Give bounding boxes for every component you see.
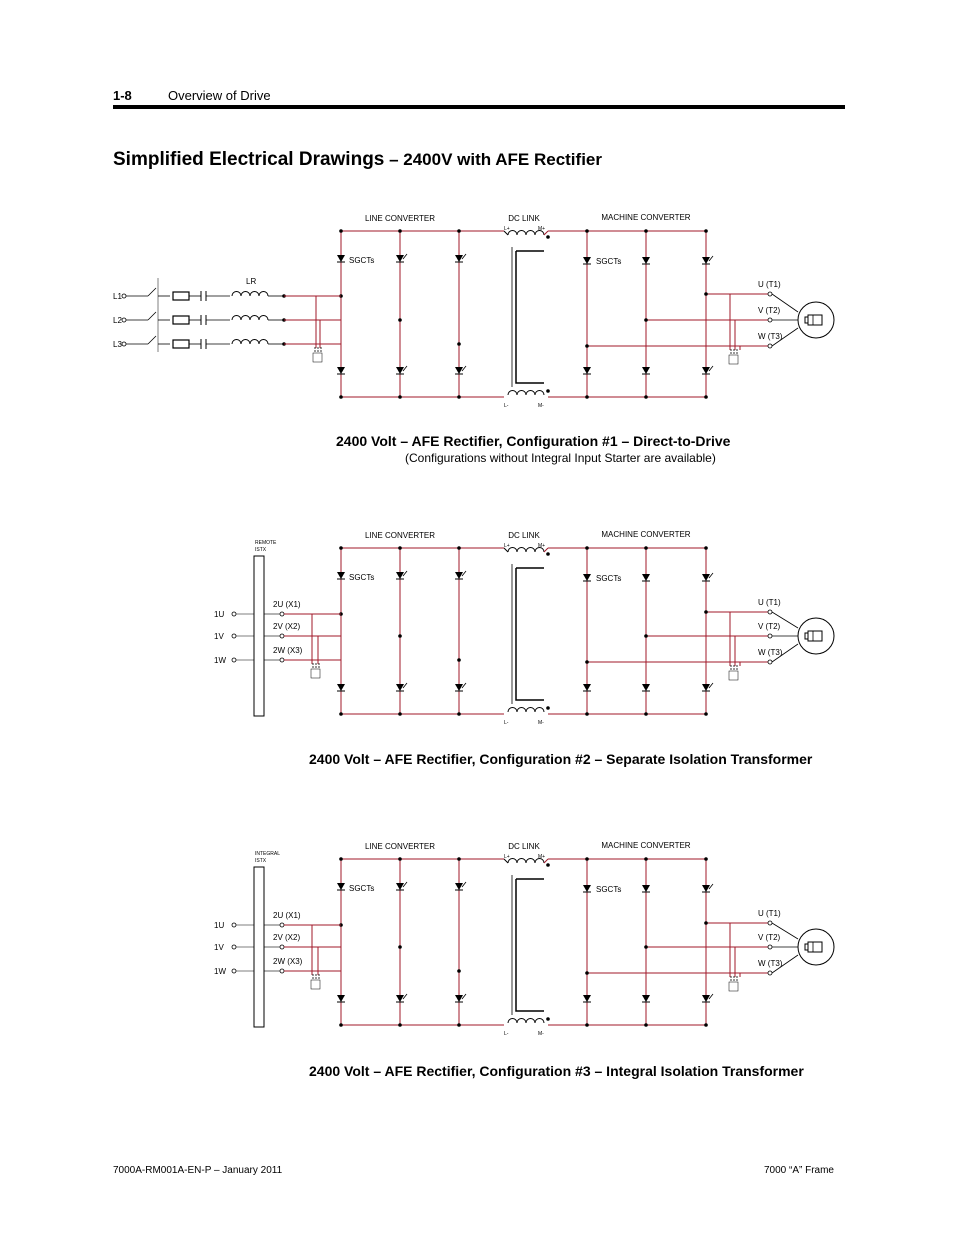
input-label-1w: 1W: [214, 967, 226, 976]
junction-dot: [704, 229, 708, 233]
sgct-symbol: [583, 574, 591, 581]
junction-dot: [398, 945, 402, 949]
sgct-symbol: [337, 572, 345, 579]
note-config-1: (Configurations without Integral Input Starter are available): [405, 451, 716, 465]
sgct-symbol: [583, 367, 591, 374]
terminal: [768, 971, 772, 975]
terminal: [232, 612, 236, 616]
istx-label: INTEGRAL: [255, 851, 281, 857]
wire: [709, 256, 713, 261]
wire: [403, 254, 407, 259]
junction-dot: [339, 395, 343, 399]
dc-lminus: L-: [504, 403, 509, 409]
terminal: [768, 945, 772, 949]
sgct-symbol: [702, 995, 710, 1002]
cap-bank: [729, 982, 738, 991]
junction-dot: [585, 971, 589, 975]
wire: [462, 254, 466, 259]
dc-mplus: M+: [538, 543, 546, 549]
junction-dot: [457, 229, 461, 233]
junction-dot: [398, 634, 402, 638]
wire: [709, 573, 713, 578]
sgct-symbol: [583, 995, 591, 1002]
sgct-label-machine: SGCTs: [596, 574, 622, 583]
page-title-sub: – 2400V with AFE Rectifier: [384, 150, 602, 169]
sgct-symbol: [702, 574, 710, 581]
junction-dot: [704, 395, 708, 399]
junction-dot: [644, 546, 648, 550]
inductor: [508, 1019, 544, 1024]
wire: [148, 312, 156, 320]
footer-product: 7000 “A” Frame: [763, 1165, 834, 1176]
terminal: [768, 660, 772, 664]
junction-dot: [585, 1023, 589, 1027]
input-label-1v: 1V: [214, 632, 224, 641]
sgct-symbol: [642, 574, 650, 581]
sgct-symbol: [455, 572, 463, 579]
section-title: Overview of Drive: [168, 88, 271, 103]
diagram-config-3: [0, 831, 954, 1041]
input-label-1w: 1W: [214, 656, 226, 665]
sgct-symbol: [702, 885, 710, 892]
terminal: [232, 634, 236, 638]
inductor: [232, 316, 268, 321]
istx-label: ISTX: [255, 547, 267, 553]
input-label-1u: 1U: [214, 921, 225, 930]
dc-mplus: M+: [538, 226, 546, 232]
sgct-symbol: [583, 257, 591, 264]
junction-dot: [585, 395, 589, 399]
terminal: [232, 945, 236, 949]
terminal: [280, 612, 284, 616]
cap-bank: [313, 353, 322, 362]
sgct-symbol: [337, 883, 345, 890]
dc-mminus: M-: [538, 720, 544, 726]
wire: [462, 683, 466, 688]
junction-dot: [644, 634, 648, 638]
junction-dot: [585, 712, 589, 716]
junction-dot: [644, 857, 648, 861]
junction-dot: [457, 712, 461, 716]
cap-bank: [729, 355, 738, 364]
dc-link-label: DC LINK: [508, 214, 540, 223]
wire: [403, 366, 407, 371]
line-converter-label: LINE CONVERTER: [364, 531, 436, 540]
sgct-label-line: SGCTs: [349, 256, 375, 265]
motor-icon: [798, 618, 834, 654]
junction-dot: [644, 1023, 648, 1027]
output-label-3: W (T3): [758, 332, 783, 341]
terminal: [768, 292, 772, 296]
inductor: [232, 340, 268, 345]
sgct-symbol: [337, 255, 345, 262]
junction-dot: [398, 857, 402, 861]
sgct-symbol: [583, 885, 591, 892]
junction-dot: [704, 546, 708, 550]
output-label-1: U (T1): [758, 280, 781, 289]
terminal: [280, 658, 284, 662]
cap-bank: [311, 980, 320, 989]
input-label-l2: L2: [113, 316, 122, 325]
sgct-symbol: [702, 684, 710, 691]
output-label-3: W (T3): [758, 959, 783, 968]
inductor: [232, 292, 268, 297]
terminal: [768, 318, 772, 322]
dc-mplus: M+: [538, 854, 546, 860]
sgct-symbol: [702, 367, 710, 374]
wire: [403, 994, 407, 999]
junction-dot: [398, 229, 402, 233]
terminal: [232, 923, 236, 927]
junction-dot: [644, 229, 648, 233]
wire: [709, 683, 713, 688]
terminal: [280, 923, 284, 927]
junction-dot: [704, 610, 708, 614]
page-number: 1-8: [113, 88, 132, 103]
machine-converter-label: MACHINE CONVERTER: [601, 841, 691, 850]
junction-dot: [457, 658, 461, 662]
terminal: [122, 294, 126, 298]
dc-lminus: L-: [504, 720, 509, 726]
junction-dot: [704, 1023, 708, 1027]
sgct-symbol: [642, 257, 650, 264]
junction-dot: [644, 712, 648, 716]
junction-dot: [546, 389, 550, 393]
junction-dot: [457, 546, 461, 550]
line-converter-label: LINE CONVERTER: [364, 214, 436, 223]
diagram-config-1: [0, 200, 954, 415]
junction-dot: [457, 395, 461, 399]
istx-label: ISTX: [255, 858, 267, 864]
wire: [462, 994, 466, 999]
sgct-symbol: [642, 885, 650, 892]
sgct-symbol: [455, 367, 463, 374]
dc-link-core: [516, 879, 544, 1011]
secondary-label-2: 2V (X2): [273, 933, 301, 942]
dc-link-label: DC LINK: [508, 531, 540, 540]
output-label-2: V (T2): [758, 622, 781, 631]
sgct-symbol: [642, 367, 650, 374]
junction-dot: [339, 712, 343, 716]
junction-dot: [546, 552, 550, 556]
junction-dot: [398, 1023, 402, 1027]
junction-dot: [339, 229, 343, 233]
sgct-symbol: [455, 684, 463, 691]
wire: [403, 882, 407, 887]
sgct-label-line: SGCTs: [349, 884, 375, 893]
junction-dot: [585, 546, 589, 550]
dc-lplus: L+: [504, 226, 510, 232]
terminal: [280, 634, 284, 638]
sgct-symbol: [642, 684, 650, 691]
fuse: [173, 292, 189, 300]
motor-icon: [798, 302, 834, 338]
motor-icon: [798, 929, 834, 965]
isolation-transformer: [254, 556, 264, 716]
wire: [462, 882, 466, 887]
junction-dot: [585, 857, 589, 861]
dc-mminus: M-: [538, 1031, 544, 1037]
sgct-symbol: [396, 883, 404, 890]
junction-dot: [546, 706, 550, 710]
sgct-symbol: [455, 255, 463, 262]
terminal: [768, 344, 772, 348]
cap-bank: [311, 669, 320, 678]
sgct-symbol: [337, 367, 345, 374]
junction-dot: [457, 1023, 461, 1027]
schematic-config-2: [0, 520, 954, 730]
sgct-symbol: [396, 572, 404, 579]
terminal: [768, 634, 772, 638]
junction-dot: [704, 292, 708, 296]
junction-dot: [585, 229, 589, 233]
sgct-label-line: SGCTs: [349, 573, 375, 582]
output-label-1: U (T1): [758, 598, 781, 607]
sgct-symbol: [702, 257, 710, 264]
line-converter-label: LINE CONVERTER: [364, 842, 436, 851]
machine-converter-label: MACHINE CONVERTER: [601, 213, 691, 222]
output-label-1: U (T1): [758, 909, 781, 918]
dc-link-core: [516, 568, 544, 700]
fuse: [173, 340, 189, 348]
sgct-label-machine: SGCTs: [596, 885, 622, 894]
input-label-l3: L3: [113, 340, 122, 349]
sgct-symbol: [396, 367, 404, 374]
page-title: [113, 149, 602, 171]
sgct-symbol: [337, 684, 345, 691]
sgct-symbol: [337, 995, 345, 1002]
sgct-symbol: [455, 995, 463, 1002]
junction-dot: [585, 344, 589, 348]
wire: [403, 683, 407, 688]
input-label-1v: 1V: [214, 943, 224, 952]
terminal: [232, 658, 236, 662]
junction-dot: [339, 1023, 343, 1027]
dc-lminus: L-: [504, 1031, 509, 1037]
wire: [709, 366, 713, 371]
wire: [709, 994, 713, 999]
diagram-config-2: [0, 520, 954, 730]
sgct-symbol: [396, 684, 404, 691]
caption-config-1: 2400 Volt – AFE Rectifier, Configuration #1 – Direct-to-Drive: [336, 433, 731, 449]
terminal: [280, 945, 284, 949]
dc-lplus: L+: [504, 543, 510, 549]
terminal: [122, 342, 126, 346]
junction-dot: [704, 712, 708, 716]
output-label-2: V (T2): [758, 306, 781, 315]
junction-dot: [546, 1017, 550, 1021]
dc-link-core: [516, 251, 544, 383]
schematic-config-3: [0, 831, 954, 1041]
junction-dot: [704, 857, 708, 861]
input-label-l1: L1: [113, 292, 122, 301]
junction-dot: [585, 660, 589, 664]
sgct-symbol: [455, 883, 463, 890]
sgct-symbol: [583, 684, 591, 691]
terminal: [280, 969, 284, 973]
output-label-2: V (T2): [758, 933, 781, 942]
terminal: [768, 921, 772, 925]
machine-converter-label: MACHINE CONVERTER: [601, 530, 691, 539]
secondary-label-1: 2U (X1): [273, 600, 301, 609]
junction-dot: [546, 235, 550, 239]
secondary-label-3: 2W (X3): [273, 957, 303, 966]
wire: [148, 336, 156, 344]
secondary-label-1: 2U (X1): [273, 911, 301, 920]
dc-lplus: L+: [504, 854, 510, 860]
junction-dot: [398, 546, 402, 550]
junction-dot: [457, 969, 461, 973]
junction-dot: [457, 857, 461, 861]
cap-bank: [729, 671, 738, 680]
caption-config-3: 2400 Volt – AFE Rectifier, Configuration #3 – Integral Isolation Transformer: [309, 1063, 804, 1079]
wire: [462, 366, 466, 371]
junction-dot: [644, 318, 648, 322]
junction-dot: [398, 395, 402, 399]
junction-dot: [339, 546, 343, 550]
wire: [462, 571, 466, 576]
wire: [709, 884, 713, 889]
sgct-label-machine: SGCTs: [596, 257, 622, 266]
dc-mminus: M-: [538, 403, 544, 409]
output-label-3: W (T3): [758, 648, 783, 657]
fuse: [173, 316, 189, 324]
terminal: [768, 610, 772, 614]
junction-dot: [644, 945, 648, 949]
junction-dot: [644, 395, 648, 399]
lr-label: LR: [246, 277, 257, 286]
sgct-symbol: [642, 995, 650, 1002]
secondary-label-3: 2W (X3): [273, 646, 303, 655]
junction-dot: [398, 318, 402, 322]
sgct-symbol: [396, 255, 404, 262]
junction-dot: [457, 342, 461, 346]
schematic-config-1: [0, 200, 954, 415]
isolation-transformer: [254, 867, 264, 1027]
junction-dot: [398, 712, 402, 716]
terminal: [232, 969, 236, 973]
terminal: [122, 318, 126, 322]
wire: [148, 288, 156, 296]
inductor: [508, 391, 544, 396]
header-rule: [113, 105, 845, 109]
junction-dot: [339, 857, 343, 861]
secondary-label-2: 2V (X2): [273, 622, 301, 631]
istx-label: REMOTE: [255, 540, 277, 546]
wire: [403, 571, 407, 576]
junction-dot: [704, 921, 708, 925]
dc-link-label: DC LINK: [508, 842, 540, 851]
page-title-main: Simplified Electrical Drawings: [113, 149, 385, 170]
input-label-1u: 1U: [214, 610, 225, 619]
footer-doc-id: 7000A-RM001A-EN-P – January 2011: [113, 1165, 283, 1176]
sgct-symbol: [396, 995, 404, 1002]
inductor: [508, 708, 544, 713]
caption-config-2: 2400 Volt – AFE Rectifier, Configuration #2 – Separate Isolation Transformer: [309, 751, 813, 767]
junction-dot: [546, 863, 550, 867]
